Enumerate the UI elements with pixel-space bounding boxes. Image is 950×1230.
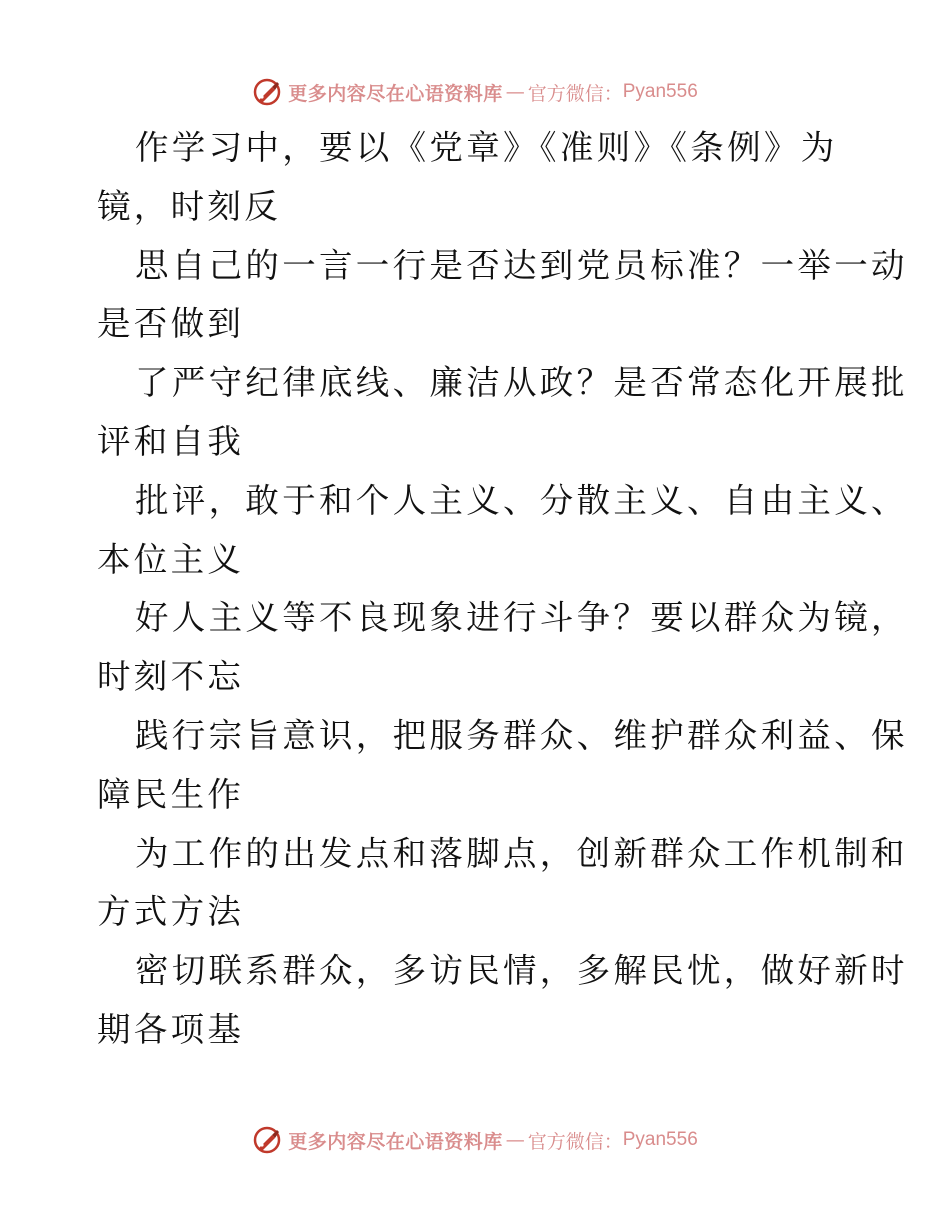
body-line: 批评，敢于和个人主义、分散主义、自由主义、 — [135, 480, 908, 520]
header-wechat-label: 官方微信： — [527, 82, 623, 105]
body-line: 为工作的出发点和落脚点，创新群众工作机制和 — [135, 833, 908, 873]
body-line: 是否做到 — [97, 304, 245, 344]
body-line: 好人主义等不良现象进行斗争？要以群众为镜， — [135, 598, 908, 638]
document-body — [97, 119, 908, 1060]
footer-wechat-account: Pyan556 — [622, 1129, 698, 1150]
body-line: 评和自我 — [97, 421, 245, 461]
body-line: 作学习中，要以《党章》《准则》《条例》为 — [135, 128, 838, 167]
footer-wechat-label: 官方微信： — [527, 1130, 623, 1153]
footer-dash: — — [505, 1129, 525, 1151]
pen-logo-icon — [252, 1125, 282, 1155]
header-dash: — — [505, 81, 525, 103]
footer-banner — [0, 1120, 950, 1160]
header-slogan: 更多内容尽在心语资料库 — [288, 82, 503, 105]
body-line: 密切联系群众，多访民情，多解民忧，做好新时 — [135, 951, 908, 991]
body-line: 思自己的一言一行是否达到党员标准？一举一动 — [135, 245, 908, 285]
body-line: 方式方法 — [97, 892, 245, 932]
body-line: 时刻不忘 — [97, 657, 245, 697]
pen-logo-icon — [252, 77, 282, 107]
header-wechat-account: Pyan556 — [622, 81, 698, 102]
body-line: 了严守纪律底线、廉洁从政？是否常态化开展批 — [135, 363, 908, 403]
body-line: 障民生作 — [97, 774, 245, 814]
body-line: 期各项基 — [97, 1009, 245, 1049]
body-line: 践行宗旨意识，把服务群众、维护群众利益、保 — [135, 715, 908, 755]
body-line: 镜，时刻反 — [97, 186, 281, 226]
footer-slogan: 更多内容尽在心语资料库 — [288, 1130, 503, 1153]
body-line: 本位主义 — [97, 539, 245, 579]
header-banner — [0, 72, 950, 112]
